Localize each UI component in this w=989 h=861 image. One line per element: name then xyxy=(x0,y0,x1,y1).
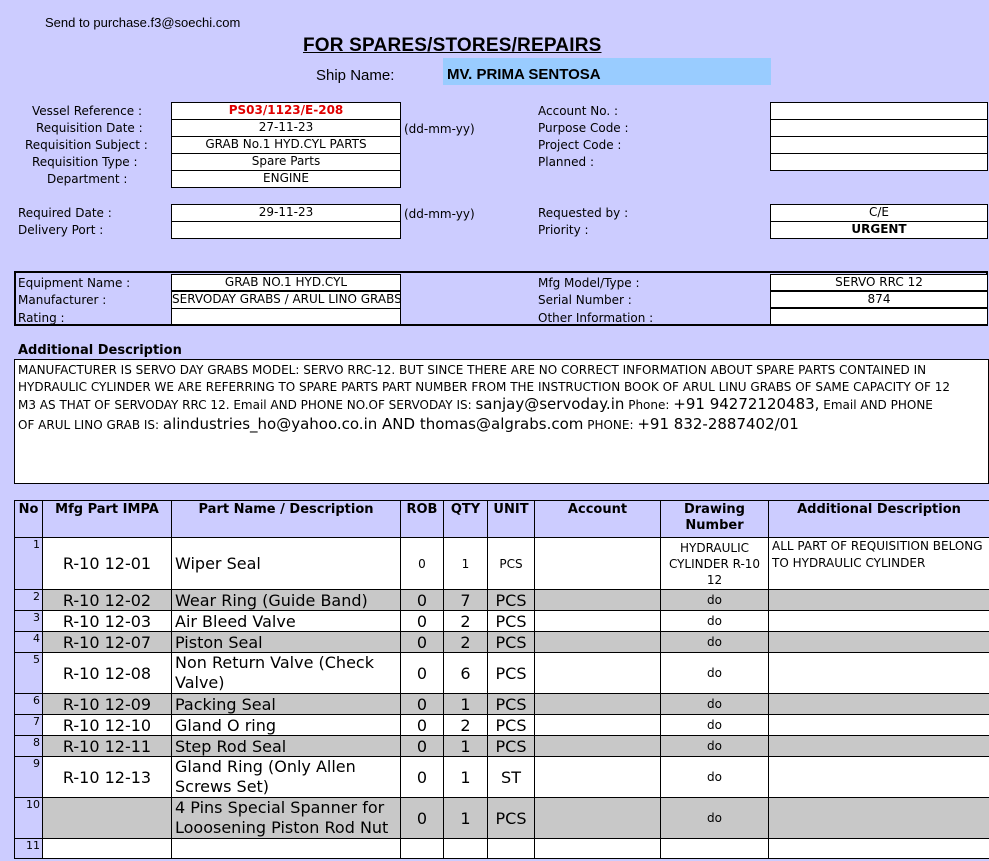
cell-qty[interactable]: 2 xyxy=(444,715,488,736)
project-code-field[interactable] xyxy=(770,136,988,154)
cell-drawing[interactable]: do xyxy=(661,736,769,757)
cell-mfg-part[interactable] xyxy=(43,839,172,859)
other-information-label: Other Information : xyxy=(538,311,654,325)
priority-field[interactable]: URGENT xyxy=(770,221,988,239)
cell-drawing[interactable]: do xyxy=(661,715,769,736)
table-row xyxy=(15,590,989,611)
planned-label: Planned : xyxy=(538,155,594,169)
table-row xyxy=(15,798,989,839)
cell-mfg-part[interactable]: R-10 12-11 xyxy=(43,736,172,757)
desc-arul-phone: +91 832-2887402/01 xyxy=(637,415,799,433)
rating-field[interactable] xyxy=(171,308,401,325)
serial-number-field[interactable]: 874 xyxy=(770,291,988,308)
cell-mfg-part[interactable]: R-10 12-10 xyxy=(43,715,172,736)
cell-account[interactable] xyxy=(535,632,661,653)
cell-drawing[interactable]: do xyxy=(661,653,769,694)
cell-additional[interactable] xyxy=(769,632,989,653)
cell-account[interactable] xyxy=(535,715,661,736)
cell-part-name[interactable]: Gland O ring xyxy=(172,715,401,736)
requisition-date-label: Requisition Date : xyxy=(36,121,143,135)
cell-unit[interactable] xyxy=(488,839,535,859)
col-header-rob: ROB xyxy=(401,501,444,538)
equipment-name-field[interactable]: GRAB NO.1 HYD.CYL xyxy=(171,274,401,291)
cell-unit[interactable]: PCS xyxy=(488,632,535,653)
cell-mfg-part[interactable]: R-10 12-01 xyxy=(43,538,172,590)
cell-drawing[interactable]: do xyxy=(661,757,769,798)
table-row xyxy=(15,839,989,859)
col-header-unit: UNIT xyxy=(488,501,535,538)
requisition-subject-label: Requisition Subject : xyxy=(25,138,148,152)
cell-unit[interactable]: PCS xyxy=(488,715,535,736)
cell-account[interactable] xyxy=(535,757,661,798)
cell-part-name[interactable]: 4 Pins Special Spanner for Looosening Piston Rod Nut xyxy=(172,798,401,839)
col-header-additional: Additional Description xyxy=(769,501,989,538)
cell-additional[interactable] xyxy=(769,611,989,632)
account-no-label: Account No. : xyxy=(538,104,619,118)
col-header-part-name: Part Name / Description xyxy=(172,501,401,538)
department-field[interactable]: ENGINE xyxy=(171,170,401,188)
col-header-drawing: Drawing Number xyxy=(661,501,769,538)
cell-drawing[interactable]: do xyxy=(661,611,769,632)
cell-unit[interactable]: ST xyxy=(488,757,535,798)
cell-qty[interactable]: 6 xyxy=(444,653,488,694)
requisition-subject-field[interactable]: GRAB No.1 HYD.CYL PARTS xyxy=(171,136,401,154)
desc-phone-label: Phone: xyxy=(628,398,670,412)
required-date-field[interactable]: 29-11-23 xyxy=(171,204,401,222)
cell-qty[interactable]: 1 xyxy=(444,736,488,757)
cell-mfg-part[interactable]: R-10 12-03 xyxy=(43,611,172,632)
cell-rob[interactable]: 0 xyxy=(401,538,444,590)
desc-arul-text-a: Email AND PHONE xyxy=(823,398,933,412)
col-header-mfg-part: Mfg Part IMPA xyxy=(43,501,172,538)
cell-qty[interactable]: 2 xyxy=(444,611,488,632)
rating-label: Rating : xyxy=(18,311,65,325)
desc-phone-label-2: PHONE: xyxy=(587,418,634,432)
cell-rob[interactable]: 0 xyxy=(401,757,444,798)
cell-no: 6 xyxy=(15,694,43,715)
table-row xyxy=(15,653,989,694)
cell-mfg-part[interactable]: R-10 12-07 xyxy=(43,632,172,653)
project-code-label: Project Code : xyxy=(538,138,622,152)
col-header-qty: QTY xyxy=(444,501,488,538)
cell-additional[interactable]: ALL PART OF REQUISITION BELONG TO HYDRAULIC CYLINDER xyxy=(769,538,989,590)
parts-table xyxy=(14,500,989,859)
cell-qty[interactable]: 2 xyxy=(444,632,488,653)
vessel-reference-field[interactable]: PS03/1123/E-208 xyxy=(171,102,401,120)
desc-arul-emails: alindustries_ho@yahoo.co.in AND thomas@algrabs.com xyxy=(162,415,584,433)
cell-account[interactable] xyxy=(535,590,661,611)
cell-qty[interactable] xyxy=(444,839,488,859)
cell-mfg-part[interactable] xyxy=(43,798,172,839)
cell-rob[interactable]: 0 xyxy=(401,590,444,611)
mfg-model-field[interactable]: SERVO RRC 12 xyxy=(770,274,988,291)
col-header-account: Account xyxy=(535,501,661,538)
table-row xyxy=(15,757,989,798)
cell-account[interactable] xyxy=(535,653,661,694)
desc-servoday-text: M3 AS THAT OF SERVODAY RRC 12. Email AND PHONE NO.OF SERVODAY IS: xyxy=(18,398,472,412)
requisition-date-format-hint: (dd-mm-yy) xyxy=(404,122,475,136)
cell-additional[interactable] xyxy=(769,694,989,715)
cell-drawing[interactable]: HYDRAULIC CYLINDER R-10 12 xyxy=(661,538,769,590)
cell-part-name[interactable]: Non Return Valve (Check Valve) xyxy=(172,653,401,694)
table-row xyxy=(15,611,989,632)
desc-arul-text-b: OF ARUL LINO GRAB IS: xyxy=(18,418,160,432)
serial-number-label: Serial Number : xyxy=(538,293,632,307)
cell-qty[interactable]: 1 xyxy=(444,757,488,798)
cell-drawing[interactable]: do xyxy=(661,694,769,715)
other-information-field[interactable] xyxy=(770,308,988,325)
cell-unit[interactable]: PCS xyxy=(488,538,535,590)
cell-additional[interactable] xyxy=(769,757,989,798)
cell-rob[interactable]: 0 xyxy=(401,798,444,839)
cell-additional[interactable] xyxy=(769,839,989,859)
requested-by-field[interactable]: C/E xyxy=(770,204,988,222)
delivery-port-field[interactable] xyxy=(171,221,401,239)
purpose-code-field[interactable] xyxy=(770,119,988,137)
table-row xyxy=(15,538,989,590)
delivery-port-label: Delivery Port : xyxy=(18,223,104,237)
equipment-name-label: Equipment Name : xyxy=(18,276,131,290)
description-line-3 xyxy=(18,396,985,414)
cell-account[interactable] xyxy=(535,694,661,715)
description-line-4 xyxy=(18,416,985,434)
ship-name-label: Ship Name: xyxy=(316,67,395,84)
cell-drawing[interactable]: do xyxy=(661,590,769,611)
cell-no: 1 xyxy=(15,538,43,590)
cell-no: 7 xyxy=(15,715,43,736)
requisition-type-label: Requisition Type : xyxy=(32,155,138,169)
cell-no: 8 xyxy=(15,736,43,757)
cell-account[interactable] xyxy=(535,736,661,757)
cell-drawing[interactable]: do xyxy=(661,632,769,653)
cell-drawing[interactable]: do xyxy=(661,798,769,839)
additional-description-title: Additional Description xyxy=(18,343,182,358)
requested-by-label: Requested by : xyxy=(538,206,629,220)
cell-mfg-part[interactable]: R-10 12-08 xyxy=(43,653,172,694)
cell-part-name[interactable]: Wiper Seal xyxy=(172,538,401,590)
cell-additional[interactable] xyxy=(769,798,989,839)
cell-mfg-part[interactable]: R-10 12-09 xyxy=(43,694,172,715)
cell-no: 4 xyxy=(15,632,43,653)
cell-part-name[interactable]: Gland Ring (Only Allen Screws Set) xyxy=(172,757,401,798)
cell-drawing[interactable] xyxy=(661,839,769,859)
account-no-field[interactable] xyxy=(770,102,988,120)
cell-no: 2 xyxy=(15,590,43,611)
ship-name-value[interactable]: MV. PRIMA SENTOSA xyxy=(443,58,771,85)
cell-account[interactable] xyxy=(535,798,661,839)
cell-qty[interactable]: 1 xyxy=(444,538,488,590)
department-label: Department : xyxy=(47,172,128,186)
cell-unit[interactable]: PCS xyxy=(488,736,535,757)
table-row xyxy=(15,715,989,736)
table-row xyxy=(15,694,989,715)
cell-account[interactable] xyxy=(535,538,661,590)
requisition-type-field[interactable]: Spare Parts xyxy=(171,153,401,171)
table-row xyxy=(15,632,989,653)
cell-qty[interactable]: 7 xyxy=(444,590,488,611)
required-date-label: Required Date : xyxy=(18,206,112,220)
mfg-model-label: Mfg Model/Type : xyxy=(538,276,640,290)
cell-no: 3 xyxy=(15,611,43,632)
vessel-reference-label: Vessel Reference : xyxy=(32,104,142,118)
cell-part-name[interactable]: Air Bleed Valve xyxy=(172,611,401,632)
cell-no: 11 xyxy=(15,839,43,859)
cell-no: 9 xyxy=(15,757,43,798)
cell-unit[interactable]: PCS xyxy=(488,590,535,611)
cell-additional[interactable] xyxy=(769,653,989,694)
desc-servoday-email: sanjay@servoday.in xyxy=(475,395,625,413)
requisition-date-field[interactable]: 27-11-23 xyxy=(171,119,401,137)
cell-rob[interactable]: 0 xyxy=(401,736,444,757)
additional-description-box[interactable] xyxy=(14,359,989,484)
cell-additional[interactable] xyxy=(769,590,989,611)
cell-rob[interactable]: 0 xyxy=(401,694,444,715)
send-to-email: Send to purchase.f3@soechi.com xyxy=(45,15,241,30)
form-title: FOR SPARES/STORES/REPAIRS xyxy=(303,35,602,56)
purpose-code-label: Purpose Code : xyxy=(538,121,629,135)
manufacturer-label: Manufacturer : xyxy=(18,293,107,307)
cell-rob[interactable]: 0 xyxy=(401,653,444,694)
cell-account[interactable] xyxy=(535,611,661,632)
cell-qty[interactable]: 1 xyxy=(444,798,488,839)
description-line-1: MANUFACTURER IS SERVO DAY GRABS MODEL: SERVO RRC-12. BUT SINCE THERE ARE NO CORRECT INFORMATION ABOUT SPARE PARTS CONTAINED IN xyxy=(18,363,927,377)
cell-unit[interactable]: PCS xyxy=(488,694,535,715)
desc-servoday-phone: +91 94272120483, xyxy=(673,395,820,413)
required-date-format-hint: (dd-mm-yy) xyxy=(404,207,475,221)
cell-rob[interactable] xyxy=(401,839,444,859)
cell-account[interactable] xyxy=(535,839,661,859)
cell-rob[interactable]: 0 xyxy=(401,632,444,653)
cell-unit[interactable]: PCS xyxy=(488,653,535,694)
cell-part-name[interactable]: Step Rod Seal xyxy=(172,736,401,757)
cell-additional[interactable] xyxy=(769,736,989,757)
cell-no: 5 xyxy=(15,653,43,694)
cell-unit[interactable]: PCS xyxy=(488,798,535,839)
cell-part-name[interactable] xyxy=(172,839,401,859)
col-header-no: No xyxy=(15,501,43,538)
cell-unit[interactable]: PCS xyxy=(488,611,535,632)
manufacturer-field[interactable]: SERVODAY GRABS / ARUL LINO GRABS xyxy=(172,292,402,306)
cell-rob[interactable]: 0 xyxy=(401,611,444,632)
priority-label: Priority : xyxy=(538,223,589,237)
cell-mfg-part[interactable]: R-10 12-02 xyxy=(43,590,172,611)
planned-field[interactable] xyxy=(770,153,988,171)
cell-mfg-part[interactable]: R-10 12-13 xyxy=(43,757,172,798)
cell-part-name[interactable]: Packing Seal xyxy=(172,694,401,715)
table-header-row xyxy=(15,501,989,538)
cell-part-name[interactable]: Wear Ring (Guide Band) xyxy=(172,590,401,611)
cell-part-name[interactable]: Piston Seal xyxy=(172,632,401,653)
cell-rob[interactable]: 0 xyxy=(401,715,444,736)
cell-qty[interactable]: 1 xyxy=(444,694,488,715)
cell-no: 10 xyxy=(15,798,43,839)
description-line-2: HYDRAULIC CYLINDER WE ARE REFERRING TO SPARE PARTS PART NUMBER FROM THE INSTRUCTION BOOK OF ARUL LINU GRABS OF SAME CAPACITY OF 12 xyxy=(18,380,951,394)
table-row xyxy=(15,736,989,757)
cell-additional[interactable] xyxy=(769,715,989,736)
